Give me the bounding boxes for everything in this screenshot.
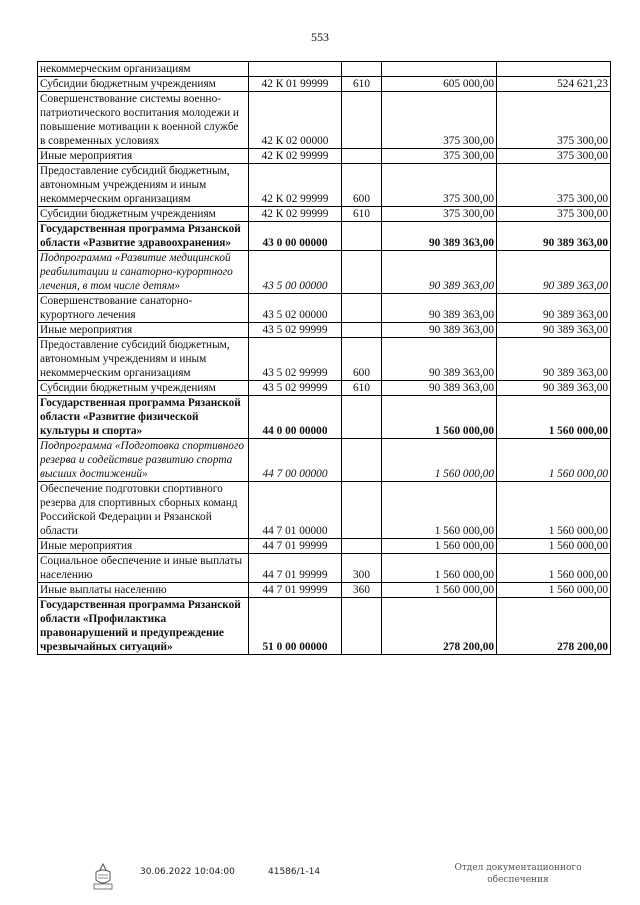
row-sum-executed-cell: 1 560 000,00 <box>497 554 611 583</box>
row-code-cell: 42 К 02 99999 <box>249 149 342 164</box>
table-row <box>38 439 611 482</box>
row-sum-cell: 1 560 000,00 <box>382 396 497 439</box>
row-code-cell: 43 5 02 99999 <box>249 338 342 381</box>
duma-emblem-icon <box>88 862 118 892</box>
row-sum-executed-cell: 375 300,00 <box>497 164 611 207</box>
row-name-cell: Государственная программа Рязанской области «Профилактика правонарушений и предупреждение чрезвычайных ситуаций» <box>38 598 249 655</box>
row-name-cell: некоммерческим организациям <box>38 62 249 77</box>
row-sum-executed-cell: 90 389 363,00 <box>497 294 611 323</box>
row-code-cell: 44 7 01 99999 <box>249 583 342 598</box>
row-code-cell: 43 5 02 99999 <box>249 381 342 396</box>
row-expense-type-cell <box>342 598 382 655</box>
row-expense-type-cell <box>342 482 382 539</box>
row-sum-cell: 90 389 363,00 <box>382 323 497 338</box>
row-sum-executed-cell <box>497 62 611 77</box>
row-sum-executed-cell: 524 621,23 <box>497 77 611 92</box>
table-row <box>38 92 611 149</box>
row-sum-executed-cell: 90 389 363,00 <box>497 222 611 251</box>
row-expense-type-cell <box>342 439 382 482</box>
row-expense-type-cell <box>342 323 382 338</box>
row-expense-type-cell <box>342 62 382 77</box>
row-code-cell: 44 7 01 99999 <box>249 554 342 583</box>
row-name-cell: Обеспечение подготовки спортивного резерва для спортивных сборных команд Российской Федерации и Рязанской области <box>38 482 249 539</box>
row-expense-type-cell <box>342 251 382 294</box>
footer-department-line2: обеспечения <box>487 875 549 885</box>
row-sum-cell: 90 389 363,00 <box>382 381 497 396</box>
row-code-cell: 42 К 02 99999 <box>249 207 342 222</box>
footer-date: 30.06.2022 10:04:00 <box>140 867 235 877</box>
row-code-cell: 42 К 02 00000 <box>249 92 342 149</box>
row-name-cell: Субсидии бюджетным учреждениям <box>38 381 249 396</box>
page-number: 553 <box>311 30 329 44</box>
row-sum-cell: 1 560 000,00 <box>382 554 497 583</box>
table-row <box>38 77 611 92</box>
footer-department <box>438 862 598 886</box>
page-footer <box>0 862 640 902</box>
row-expense-type-cell <box>342 539 382 554</box>
row-sum-executed-cell: 90 389 363,00 <box>497 338 611 381</box>
row-code-cell: 43 5 00 00000 <box>249 251 342 294</box>
row-name-cell: Иные мероприятия <box>38 539 249 554</box>
row-sum-executed-cell: 1 560 000,00 <box>497 439 611 482</box>
row-sum-cell: 605 000,00 <box>382 77 497 92</box>
row-sum-cell: 1 560 000,00 <box>382 539 497 554</box>
row-name-cell: Субсидии бюджетным учреждениям <box>38 207 249 222</box>
row-sum-cell: 375 300,00 <box>382 149 497 164</box>
table-row <box>38 323 611 338</box>
row-code-cell: 44 7 01 99999 <box>249 539 342 554</box>
row-sum-cell: 90 389 363,00 <box>382 251 497 294</box>
row-expense-type-cell: 600 <box>342 338 382 381</box>
row-sum-cell: 278 200,00 <box>382 598 497 655</box>
row-sum-executed-cell: 90 389 363,00 <box>497 381 611 396</box>
table-row <box>38 251 611 294</box>
row-sum-cell: 1 560 000,00 <box>382 482 497 539</box>
row-code-cell: 44 0 00 00000 <box>249 396 342 439</box>
table-row <box>38 381 611 396</box>
row-sum-cell: 375 300,00 <box>382 164 497 207</box>
table-row <box>38 338 611 381</box>
row-expense-type-cell: 610 <box>342 77 382 92</box>
row-code-cell: 43 5 02 99999 <box>249 323 342 338</box>
row-code-cell: 51 0 00 00000 <box>249 598 342 655</box>
row-code-cell: 43 5 02 00000 <box>249 294 342 323</box>
row-name-cell: Социальное обеспечение и иные выплаты населению <box>38 554 249 583</box>
row-sum-cell: 375 300,00 <box>382 92 497 149</box>
table-row <box>38 598 611 655</box>
row-name-cell: Предоставление субсидий бюджетным, автономным учреждениям и иным некоммерческим организациям <box>38 338 249 381</box>
row-expense-type-cell: 600 <box>342 164 382 207</box>
row-sum-executed-cell: 1 560 000,00 <box>497 539 611 554</box>
table-row <box>38 294 611 323</box>
row-code-cell <box>249 62 342 77</box>
row-code-cell: 42 К 01 99999 <box>249 77 342 92</box>
row-sum-cell: 90 389 363,00 <box>382 338 497 381</box>
row-expense-type-cell <box>342 149 382 164</box>
row-code-cell: 44 7 00 00000 <box>249 439 342 482</box>
row-name-cell: Иные выплаты населению <box>38 583 249 598</box>
row-code-cell: 43 0 00 00000 <box>249 222 342 251</box>
table-row <box>38 554 611 583</box>
table-row <box>38 539 611 554</box>
row-name-cell: Совершенствование санаторно-курортного лечения <box>38 294 249 323</box>
row-name-cell: Совершенствование системы военно-патриотического воспитания молодежи и повышение мотивации к военной службе в современных условиях <box>38 92 249 149</box>
row-name-cell: Подпрограмма «Развитие медицинской реабилитации и санаторно-курортного лечения, в том числе детям» <box>38 251 249 294</box>
row-sum-executed-cell: 1 560 000,00 <box>497 396 611 439</box>
table-row <box>38 396 611 439</box>
row-expense-type-cell: 610 <box>342 207 382 222</box>
row-name-cell: Государственная программа Рязанской области «Развитие здравоохранения» <box>38 222 249 251</box>
budget-table <box>37 61 611 655</box>
row-sum-cell: 375 300,00 <box>382 207 497 222</box>
row-name-cell: Иные мероприятия <box>38 323 249 338</box>
row-expense-type-cell <box>342 396 382 439</box>
row-sum-executed-cell: 375 300,00 <box>497 207 611 222</box>
row-expense-type-cell: 360 <box>342 583 382 598</box>
row-name-cell: Подпрограмма «Подготовка спортивного резерва и содействие развитию спорта высших достижений» <box>38 439 249 482</box>
table-row <box>38 207 611 222</box>
row-expense-type-cell <box>342 294 382 323</box>
row-name-cell: Предоставление субсидий бюджетным, автономным учреждениям и иным некоммерческим организациям <box>38 164 249 207</box>
row-sum-cell: 1 560 000,00 <box>382 583 497 598</box>
row-sum-executed-cell: 278 200,00 <box>497 598 611 655</box>
table-row <box>38 164 611 207</box>
row-code-cell: 42 К 02 99999 <box>249 164 342 207</box>
row-sum-executed-cell: 1 560 000,00 <box>497 583 611 598</box>
table-row <box>38 149 611 164</box>
table-row <box>38 222 611 251</box>
row-expense-type-cell: 610 <box>342 381 382 396</box>
table-row <box>38 583 611 598</box>
table-row <box>38 482 611 539</box>
row-expense-type-cell <box>342 222 382 251</box>
row-name-cell: Субсидии бюджетным учреждениям <box>38 77 249 92</box>
row-expense-type-cell: 300 <box>342 554 382 583</box>
row-name-cell: Иные мероприятия <box>38 149 249 164</box>
row-code-cell: 44 7 01 00000 <box>249 482 342 539</box>
table-row <box>38 62 611 77</box>
row-sum-cell: 90 389 363,00 <box>382 294 497 323</box>
row-sum-executed-cell: 90 389 363,00 <box>497 251 611 294</box>
row-sum-executed-cell: 1 560 000,00 <box>497 482 611 539</box>
row-sum-cell: 90 389 363,00 <box>382 222 497 251</box>
row-sum-executed-cell: 375 300,00 <box>497 92 611 149</box>
row-expense-type-cell <box>342 92 382 149</box>
row-sum-cell <box>382 62 497 77</box>
row-sum-cell: 1 560 000,00 <box>382 439 497 482</box>
footer-department-line1: Отдел документационного <box>454 863 582 873</box>
row-name-cell: Государственная программа Рязанской области «Развитие физической культуры и спорта» <box>38 396 249 439</box>
footer-doc-number: 41586/1-14 <box>268 867 321 877</box>
row-sum-executed-cell: 375 300,00 <box>497 149 611 164</box>
row-sum-executed-cell: 90 389 363,00 <box>497 323 611 338</box>
